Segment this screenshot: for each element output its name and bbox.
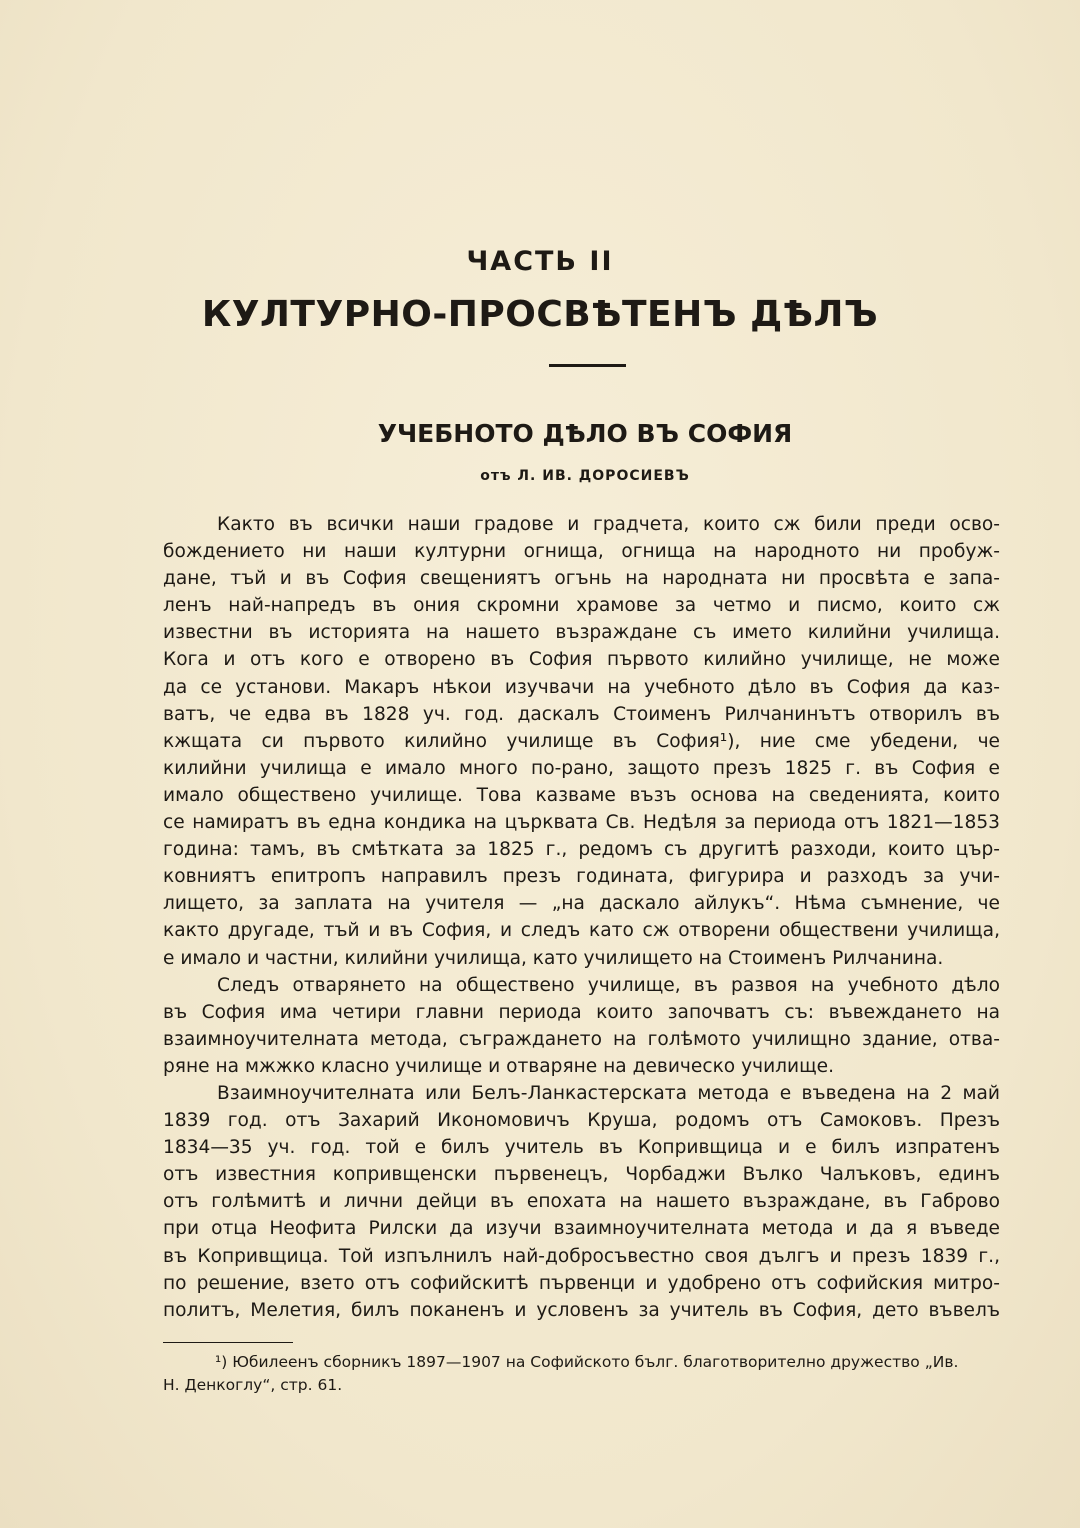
footnote xyxy=(163,1351,1003,1397)
body-line: политъ, Мелетия, билъ поканенъ и условенъ за учитель въ София, дето въвелъ xyxy=(163,1299,1000,1321)
body-line: както другаде, тъй и въ София, и следъ като сж отворени обществени училища, xyxy=(163,920,1000,942)
body-line: взаимноучителната метода, съграждането на голѣмото училищно здание, отва- xyxy=(163,1028,1000,1050)
body-line: при отца Неофита Рилски да изучи взаимноучителната метода и да я въведе xyxy=(163,1218,1000,1240)
article-title: УЧЕБНОТО ДѢЛО ВЪ СОФИЯ xyxy=(377,419,793,448)
body-line: бождението ни наши културни огнища, огнища на народното ни пробуж- xyxy=(163,541,1000,563)
body-line: отъ известния копривщенски първенецъ, Чорбаджи Вълко Чалъковъ, единъ xyxy=(163,1164,1000,1186)
body-line: ковниятъ епитропъ направилъ презъ годината, фигурира и разходъ за учи- xyxy=(163,866,1000,888)
article-body xyxy=(163,511,1000,1324)
article-author: отъ Л. ИВ. ДОРОСИЕВЪ xyxy=(480,468,690,484)
body-line: Както въ всички наши градове и градчета, които сж били преди осво- xyxy=(217,514,1000,535)
footnote-line: ¹) Юбилеенъ сборникъ 1897—1907 на Софийското бълг. благотворително дружество „Ив. xyxy=(215,1353,959,1371)
heading-divider xyxy=(549,364,626,367)
section-heading: КУЛТУРНО-ПРОСВѢТЕНЪ ДѢЛЪ xyxy=(201,294,879,335)
body-line: ватъ, че едва въ 1828 уч. год. даскалъ Стоименъ Рилчанинътъ отворилъ въ xyxy=(163,703,1000,725)
body-line: кжщата си първото килийно училище въ София¹), ние сме убедени, че xyxy=(163,730,1000,752)
body-line: килийни училища е имало много по-рано, защото презъ 1825 г. въ София е xyxy=(163,757,1000,779)
body-line: година: тамъ, въ смѣтката за 1825 г., редомъ съ другитѣ разходи, които цър- xyxy=(163,839,1000,861)
body-line: да се установи. Макаръ нѣкои изучвачи на учебното дѣло въ София да каз- xyxy=(163,676,1000,698)
body-line: известни въ историята на нашето възраждане съ името килийни училища. xyxy=(163,622,1000,644)
body-line: е имало и частни, килийни училища, като училището на Стоименъ Рилчанина. xyxy=(163,947,944,969)
body-line: въ Копривщица. Той изпълнилъ най-добросъвестно своя дългъ и презъ 1839 г., xyxy=(163,1245,1000,1267)
body-line: 1834—35 уч. год. той е билъ учитель въ Копривщица и е билъ изпратенъ xyxy=(163,1137,1000,1159)
footnote-divider xyxy=(163,1342,293,1343)
footnote-line: Н. Денкоглу“, стр. 61. xyxy=(163,1376,343,1394)
body-line: дане, тъй и въ София свещениятъ огънь на народната ни просвѣта е запа- xyxy=(163,568,1000,590)
body-line: Взаимноучителната или Белъ-Ланкастерската метода е въведена на 2 май xyxy=(217,1082,1000,1104)
part-heading: ЧАСТЬ II xyxy=(466,246,614,277)
body-line: лището, за заплата на учителя — „на даскало айлукъ“. Нѣма съмнение, че xyxy=(163,893,1000,915)
body-line: Следъ отварянето на обществено училище, въ развоя на учебното дѣло xyxy=(217,974,1000,996)
body-line: отъ голѣмитѣ и лични дейци въ епохата на нашето възраждане, въ Габрово xyxy=(163,1191,1000,1213)
body-line: ленъ най-напредъ въ ония скромни храмове за четмо и писмо, които сж xyxy=(163,595,1000,617)
body-line: имало обществено училище. Това казваме възъ основа на сведенията, които xyxy=(163,784,1000,806)
body-line: се намиратъ въ една кондика на църквата Св. Недѣля за периода отъ 1821—1853 xyxy=(163,812,1000,834)
body-line: 1839 год. отъ Захарий Икономовичъ Круша, родомъ отъ Самоковъ. Презъ xyxy=(163,1110,1000,1132)
body-line: Кога и отъ кого е отворено въ София първото килийно училище, не може xyxy=(163,649,1000,671)
body-line: ряне на мжжко класно училище и отваряне на девическо училище. xyxy=(163,1055,835,1077)
body-line: въ София има четири главни периода които започватъ съ: въвеждането на xyxy=(163,1001,1000,1023)
body-line: по решение, взето отъ софийскитѣ първенци и удобрено отъ софийския митро- xyxy=(163,1272,1000,1294)
